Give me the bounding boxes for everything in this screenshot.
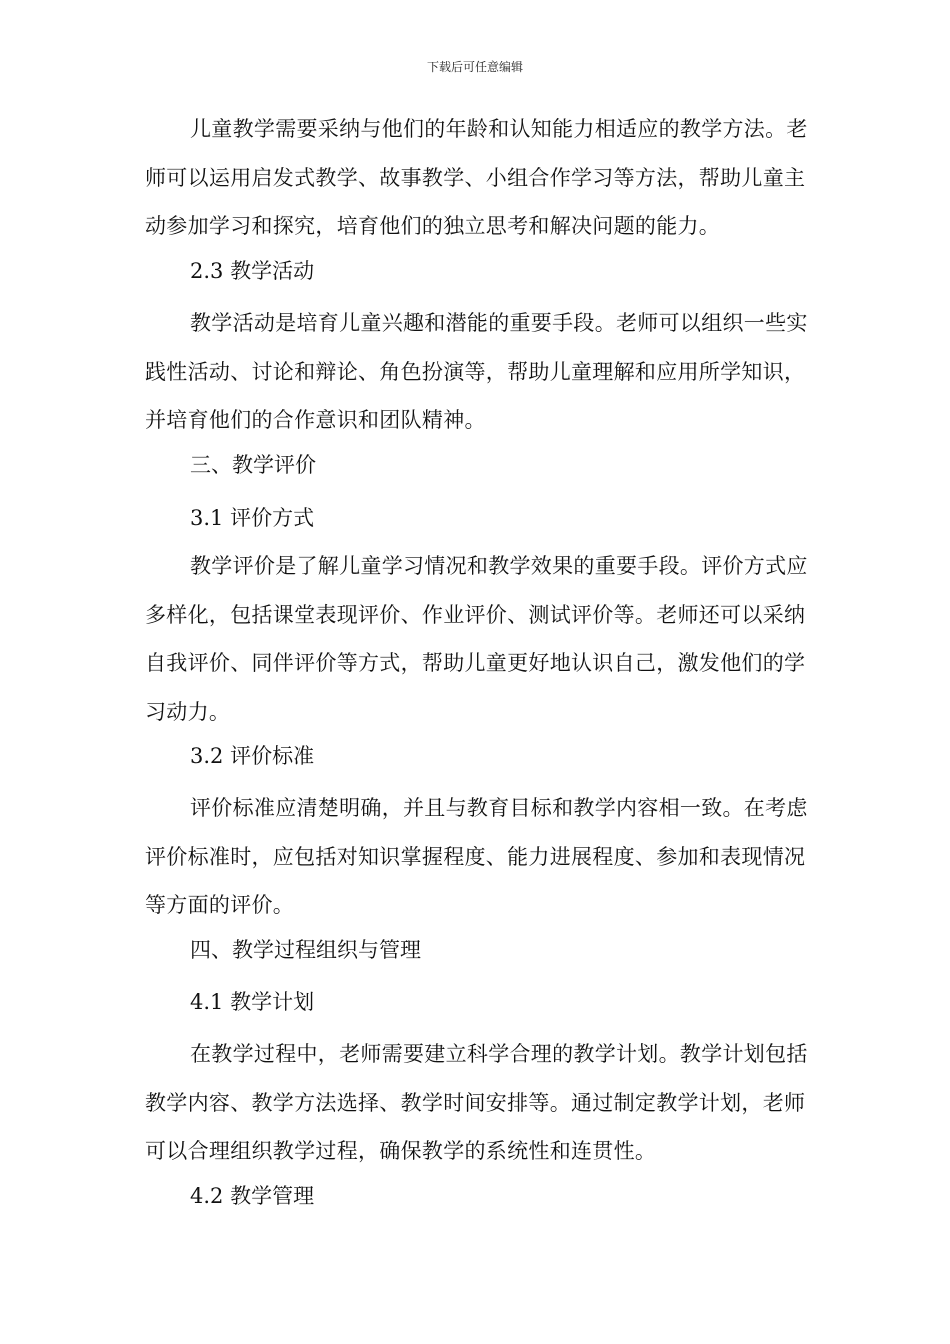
paragraph-teaching-activities (145, 299, 810, 445)
heading-4-1: 4.1 教学计划 (190, 990, 315, 1014)
paragraph-text: 在教学过程中，老师需要建立科学合理的教学计划。教学计划包括教学内容、教学方法选择、教学时间安排等。通过制定教学计划，老师可以合理组织教学过程，确保教学的系统性和连贯性。 (145, 1042, 808, 1163)
heading-4-2: 4.2 教学管理 (190, 1184, 315, 1208)
heading-2-3: 2.3 教学活动 (190, 259, 315, 283)
paragraph-text: 教学活动是培育儿童兴趣和潜能的重要手段。老师可以组织一些实践性活动、讨论和辩论、角色扮演等，帮助儿童理解和应用所学知识，并培育他们的合作意识和团队精神。 (145, 311, 808, 432)
paragraph-teaching-methods (145, 105, 810, 251)
paragraph-evaluation-standards (145, 784, 810, 930)
paragraph-text: 儿童教学需要采纳与他们的年龄和认知能力相适应的教学方法。老师可以运用启发式教学、故事教学、小组合作学习等方法，帮助儿童主动参加学习和探究，培育他们的独立思考和解决问题的能力。 (145, 117, 808, 238)
heading-section-4: 四、教学过程组织与管理 (190, 938, 421, 962)
paragraph-text: 评价标准应清楚明确，并且与教育目标和教学内容相一致。在考虑评价标准时，应包括对知识掌握程度、能力进展程度、参加和表现情况等方面的评价。 (145, 796, 808, 917)
heading-3-1: 3.1 评价方式 (190, 506, 315, 530)
heading-section-3: 三、教学评价 (190, 453, 316, 477)
page-header: 下载后可任意编辑 (426, 60, 523, 74)
paragraph-text: 教学评价是了解儿童学习情况和教学效果的重要手段。评价方式应多样化，包括课堂表现评价、作业评价、测试评价等。老师还可以采纳自我评价、同伴评价等方式，帮助儿童更好地认识自己，激发他们的学习动力。 (145, 554, 808, 724)
heading-3-2: 3.2 评价标准 (190, 744, 315, 768)
paragraph-teaching-plan (145, 1030, 810, 1176)
paragraph-evaluation-methods (145, 542, 810, 736)
